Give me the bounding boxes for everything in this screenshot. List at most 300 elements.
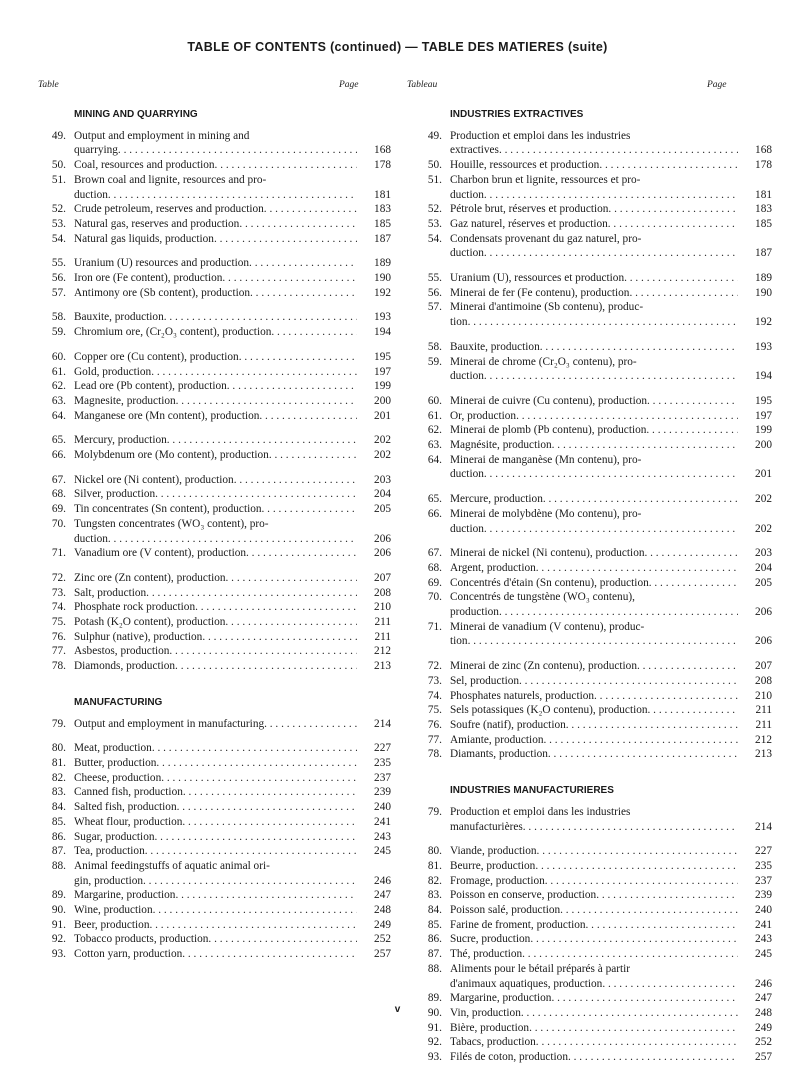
toc-entry[interactable] [36,325,391,340]
dot-leader [608,217,738,232]
toc-entry[interactable] [412,409,772,424]
page-reference: 190 [755,286,772,299]
entry-body [450,158,772,173]
dot-leader [602,977,738,992]
toc-entry[interactable] [36,844,391,859]
toc-entry[interactable] [36,830,391,845]
entry-line [74,325,391,340]
group-spacer [412,536,772,546]
page-reference: 208 [755,674,772,687]
entry-title: Tea, production [74,845,145,858]
dot-leader [536,561,738,576]
toc-entry[interactable] [412,932,772,947]
dot-leader [153,903,357,918]
entry-body [74,771,391,786]
entry-body [74,571,391,586]
table-number: 71. [51,547,66,560]
entry-title: Tabacs, production [450,1036,536,1049]
toc-entry[interactable] [36,918,391,933]
toc-entry[interactable] [412,453,772,482]
entry-body [450,232,772,261]
entry-title: duction [74,188,108,201]
entry-title: Output and employment in mining and [74,129,250,142]
section-heading: INDUSTRIES MANUFACTURIERES [450,785,614,797]
page-reference: 190 [374,272,391,285]
toc-entry[interactable] [412,492,772,507]
entry-line [74,394,391,409]
toc-entry[interactable] [412,271,772,286]
toc-entry[interactable] [36,571,391,586]
table-number: 91. [51,918,66,931]
toc-entry[interactable] [412,659,772,674]
page-reference: 206 [755,635,772,648]
page-reference: 178 [374,159,391,172]
entry-title: Condensats provenant du gaz naturel, pro- [450,232,642,245]
table-number: 50. [427,159,442,172]
entry-line [74,217,391,232]
table-number: 62. [427,424,442,437]
entry-line [450,747,772,762]
entry-line [450,188,772,203]
entry-body [74,644,391,659]
entry-line [74,771,391,786]
entry-line [450,634,772,649]
dot-leader [545,874,738,889]
toc-entry[interactable] [36,487,391,502]
entry-body [450,747,772,762]
dot-leader [249,256,357,271]
entry-line [450,271,772,286]
dot-leader [536,1035,738,1050]
toc-section [412,784,772,1065]
toc-entry[interactable] [36,800,391,815]
entry-title: Minerai de cuivre (Cu contenu), production [450,394,648,407]
table-number: 87. [51,845,66,858]
table-number: 59. [51,326,66,339]
entry-body [74,600,391,615]
group-spacer [412,649,772,659]
page-reference: 213 [755,748,772,761]
toc-entry[interactable] [412,859,772,874]
left-table-header: Table [38,80,59,90]
entry-line [450,467,772,482]
entry-line [450,689,772,704]
page-reference: 213 [374,660,391,673]
entry-line [450,888,772,903]
table-number: 60. [427,394,442,407]
table-number: 74. [427,689,442,702]
dot-leader [227,379,357,394]
toc-entry[interactable] [36,947,391,962]
table-number: 49. [51,129,66,142]
entry-title: Manganese ore (Mn content), production [74,409,260,422]
entry-title: Aliments pour le bétail préparés à partir [450,962,631,975]
entry-body [74,409,391,424]
page-reference: 239 [755,889,772,902]
table-number: 59. [427,355,442,368]
toc-entry[interactable] [36,644,391,659]
entry-line [450,674,772,689]
table-number: 72. [427,660,442,673]
toc-entry[interactable] [412,561,772,576]
dot-leader [624,271,738,286]
toc-entry[interactable] [36,888,391,903]
entry-line [74,129,391,144]
table-number: 58. [51,311,66,324]
entry-title: Output and employment in manufacturing [74,717,265,730]
entry-body [450,674,772,689]
entry-title: Mercure, production [450,493,543,506]
toc-entry[interactable] [36,502,391,517]
entry-line [450,1021,772,1036]
dot-leader [484,369,738,384]
entry-line [450,859,772,874]
toc-entry[interactable] [36,771,391,786]
dot-leader [195,600,357,615]
entry-body [74,256,391,271]
entry-line [450,158,772,173]
entry-title: Iron ore (Fe content), production [74,272,223,285]
dot-leader [161,771,357,786]
toc-entry[interactable] [36,815,391,830]
toc-entry[interactable] [36,600,391,615]
table-number: 73. [51,586,66,599]
entry-body [74,630,391,645]
toc-entry[interactable] [36,350,391,365]
table-number: 55. [427,272,442,285]
page-reference: 227 [755,845,772,858]
page-reference: 212 [374,645,391,658]
page-reference: 187 [374,232,391,245]
toc-entry[interactable] [412,217,772,232]
toc-entry[interactable] [36,932,391,947]
entry-line [450,903,772,918]
page-reference: 193 [374,311,391,324]
entry-body [74,158,391,173]
page-reference: 187 [755,247,772,260]
toc-entry[interactable] [36,859,391,888]
entry-title: duction [450,468,484,481]
toc-entry[interactable] [412,355,772,384]
table-number: 52. [51,203,66,216]
entry-line [74,932,391,947]
entry-title: tion [450,316,468,329]
entry-line [450,932,772,947]
entry-title: Uranium (U) resources and production [74,257,250,270]
entry-title: Soufre (natif), production [450,719,566,731]
entry-body [74,433,391,448]
page-reference: 193 [755,340,772,353]
page-reference: 212 [755,733,772,746]
dot-leader [259,409,357,424]
page-reference: 194 [755,370,772,383]
toc-entry[interactable] [412,340,772,355]
toc-entry[interactable] [412,718,772,733]
toc-entry[interactable] [412,620,772,649]
toc-entry[interactable] [412,962,772,991]
entry-title: Nickel ore (Ni content), production [74,473,234,486]
toc-entry[interactable] [412,689,772,704]
entry-line [74,903,391,918]
entry-title: Concentrés d'étain (Sn contenu), production [450,576,649,589]
dot-leader [646,423,738,438]
table-number: 80. [427,845,442,858]
entry-title: Sulphur (native), production [74,630,203,643]
toc-entry[interactable] [412,1050,772,1065]
entry-line [74,473,391,488]
toc-entry[interactable] [36,173,391,202]
toc-entry[interactable] [412,202,772,217]
table-number: 65. [427,493,442,506]
table-number: 56. [427,286,442,299]
dot-leader [484,188,738,203]
entry-body [74,271,391,286]
entry-title: Magnesite, production [74,394,176,407]
toc-entry[interactable] [36,473,391,488]
page-reference: 203 [374,473,391,486]
page-reference: 208 [374,586,391,599]
dot-leader [519,674,738,689]
entry-title: Margarine, production [74,889,176,902]
dot-leader [543,492,738,507]
table-number: 70. [51,517,66,530]
entry-title: Gaz naturel, réserves et production [450,217,608,230]
entry-line [450,286,772,301]
page-reference: 247 [374,889,391,902]
toc-entry[interactable] [36,394,391,409]
toc-entry[interactable] [412,747,772,762]
toc-entry[interactable] [412,173,772,202]
toc-entry[interactable] [36,615,391,630]
entry-title: Minerai de molybdène (Mo contenu), pro- [450,507,642,520]
page-number: v [394,1004,401,1015]
toc-entry[interactable] [36,256,391,271]
toc-entry[interactable] [36,379,391,394]
toc-entry[interactable] [36,310,391,325]
toc-entry[interactable] [36,202,391,217]
entry-title: tion [450,635,468,648]
entry-body [450,453,772,482]
entry-body [450,438,772,453]
dot-leader [522,947,738,962]
toc-entry[interactable] [36,756,391,771]
toc-entry[interactable] [36,546,391,561]
toc-entry[interactable] [36,217,391,232]
entry-body [74,487,391,502]
toc-entry[interactable] [412,423,772,438]
entry-line [450,492,772,507]
entry-title: Bière, production [450,1021,530,1034]
toc-entry[interactable] [412,805,772,834]
page-reference: 235 [755,859,772,872]
entry-title: production [450,606,499,619]
group-spacer [412,330,772,340]
entry-line [450,173,772,188]
entry-line [450,820,772,835]
dot-leader [225,615,357,630]
entry-title: Production et emploi dans les industries [450,805,631,818]
table-number: 65. [51,434,66,447]
entry-body [74,217,391,232]
table-number: 83. [51,786,66,799]
toc-entry[interactable] [412,1035,772,1050]
toc-entry[interactable] [412,232,772,261]
toc-entry[interactable] [36,741,391,756]
group-spacer [36,300,391,310]
table-number: 75. [427,704,442,717]
toc-entry[interactable] [36,517,391,546]
page-reference: 252 [374,933,391,946]
toc-entry[interactable] [36,586,391,601]
entry-title: Salted fish, production [74,801,177,814]
entry-title: Sucre, production [450,933,531,946]
toc-entry[interactable] [412,286,772,301]
page-reference: 235 [374,756,391,769]
entry-title: Copper ore (Cu content), production [74,350,239,363]
entry-line [74,644,391,659]
entry-line [450,918,772,933]
entry-line [450,962,772,977]
toc-entry[interactable] [412,874,772,889]
entry-line [74,918,391,933]
toc-entry[interactable] [36,630,391,645]
table-number: 66. [427,507,442,520]
page-reference: 195 [755,394,772,407]
section-spacer [412,762,772,784]
dot-leader [535,859,738,874]
toc-entry[interactable] [412,590,772,619]
toc-entry[interactable] [36,433,391,448]
page-reference: 183 [755,203,772,216]
page-reference: 210 [755,689,772,702]
right-table-header: Tableau [407,80,438,90]
toc-entry[interactable] [36,365,391,380]
table-number: 78. [427,748,442,761]
toc-entry[interactable] [412,546,772,561]
toc-entry[interactable] [412,1021,772,1036]
entry-line [74,947,391,962]
toc-entry[interactable] [412,576,772,591]
entry-title: Minerai de nickel (Ni contenu), production [450,547,645,560]
toc-entry[interactable] [412,733,772,748]
entry-title: manufacturières [450,820,523,833]
entry-title: Poisson en conserve, production [450,889,597,902]
toc-entry[interactable] [36,409,391,424]
toc-entry[interactable] [36,903,391,918]
toc-entry[interactable] [36,158,391,173]
entry-line [74,600,391,615]
entry-line [450,561,772,576]
entry-body [450,576,772,591]
dot-leader [234,473,357,488]
page-reference: 241 [755,918,772,931]
toc-entry[interactable] [412,844,772,859]
entry-body [450,300,772,329]
toc-entry[interactable] [36,448,391,463]
entry-title: Cotton yarn, production [74,948,183,961]
table-number: 92. [51,933,66,946]
page-reference: 206 [755,606,772,619]
toc-entry[interactable] [412,703,772,718]
table-number: 81. [427,859,442,872]
toc-entry[interactable] [36,286,391,301]
table-number: 68. [51,488,66,501]
table-number: 62. [51,380,66,393]
entry-title: Asbestos, production [74,645,170,658]
entry-body [450,507,772,536]
entry-body [450,918,772,933]
dot-leader [537,844,738,859]
entry-line [74,502,391,517]
table-number: 76. [51,630,66,643]
entry-body [450,689,772,704]
toc-entry[interactable] [412,903,772,918]
group-spacer [36,561,391,571]
toc-entry[interactable] [412,918,772,933]
toc-entry[interactable] [412,507,772,536]
toc-entry[interactable] [412,674,772,689]
group-spacer [36,423,391,433]
entry-title: Salt, production [74,586,147,599]
toc-entry[interactable] [412,300,772,329]
dot-leader [108,188,357,203]
toc-entry[interactable] [36,232,391,247]
entry-body [450,620,772,649]
entry-title: duction [450,247,484,260]
entry-title: gin, production [74,874,144,887]
entry-line [450,718,772,733]
dot-leader [484,522,738,537]
toc-entry[interactable] [36,129,391,158]
page-reference: 243 [374,830,391,843]
toc-entry[interactable] [36,271,391,286]
toc-entry[interactable] [412,888,772,903]
entry-body [450,859,772,874]
entry-line [74,659,391,674]
entry-title: Canned fish, production [74,786,183,799]
page-reference: 185 [374,217,391,230]
entry-line [450,703,772,718]
dot-leader [176,394,357,409]
entry-line [74,271,391,286]
toc-entry[interactable] [36,659,391,674]
entry-title: Tobacco products, production [74,933,209,946]
table-number: 49. [427,129,442,142]
dot-leader [552,438,738,453]
toc-section [36,696,391,962]
page-reference: 207 [755,660,772,673]
toc-entry[interactable] [412,158,772,173]
page-reference: 199 [374,380,391,393]
toc-entry[interactable] [412,438,772,453]
page-reference: 206 [374,547,391,560]
table-number: 73. [427,674,442,687]
entry-title: Amiante, production [450,733,544,746]
toc-entry[interactable] [36,717,391,732]
page-reference: 185 [755,217,772,230]
toc-entry[interactable] [412,394,772,409]
page-reference: 202 [755,522,772,535]
toc-entry[interactable] [36,785,391,800]
toc-entry[interactable] [412,947,772,962]
dot-leader [608,202,738,217]
entry-body [450,1035,772,1050]
entry-title: Lead ore (Pb content), production [74,380,227,393]
entry-title: Poisson salé, production [450,904,561,917]
entry-title: Pétrole brut, réserves et production [450,203,609,216]
toc-entry[interactable] [412,129,772,158]
entry-body [450,546,772,561]
